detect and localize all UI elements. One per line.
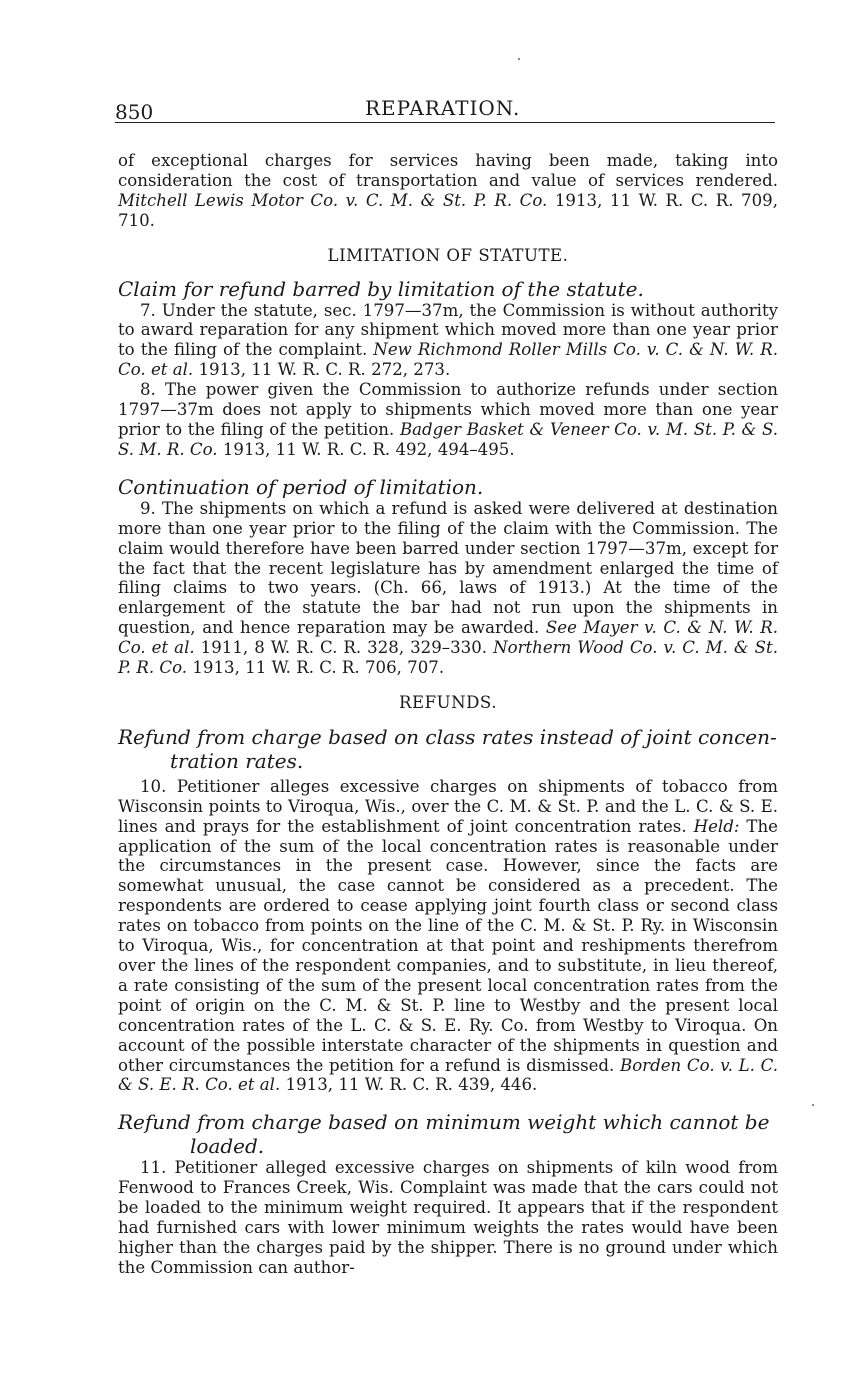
section-heading-limitation: LIMITATION OF STATUTE. bbox=[327, 245, 569, 265]
case-citation: New Richmond Roller Mills Co. v. C. & N. W. R. Co. et al. bbox=[118, 340, 778, 380]
case-citation: Borden Co. v. L. C. & S. E. R. Co. et al. bbox=[118, 1055, 778, 1095]
topic-heading: Refund from charge based on minimum weight which cannot be loaded. bbox=[118, 1110, 770, 1159]
topic-heading: Claim for refund barred by limitation of the statute. bbox=[118, 276, 644, 301]
case-citation: Mitchell Lewis Motor Co. v. C. M. & St. P. R. Co. bbox=[118, 190, 548, 210]
paragraph-10: 10. Petitioner alleges excessive charges on shipments of tobacco from Wisconsin points to Viroqua, Wis., over the C. M. & St. P. and the L. C. & S. E. lines and prays for the establishment of joint concentration rates. Held: The application of the sum of the local concentration rates is reasonable under the circumstances in the present case. However, since the facts are somewhat unusual, the case cannot be considered as a precedent. The respondents are ordered to cease applying joint fourth class or second class rates on tobacco from points on the line of the C. M. & St. P. Ry. in Wisconsin to Viroqua, Wis., for concentration at that point and reshipments therefrom over the lines of the respondent companies, and to substitute, in lieu thereof, a rate consisting of the sum of the present local concentration rates from the point of origin on the C. M. & St. P. line to Westby and the present local concentration rates of the L. C. & S. E. Ry. Co. from Westby to Viroqua. On account of the possible interstate character of the shipments in question and other circumstances the petition for a refund is dismissed. Borden Co. v. L. C. & S. E. R. Co. et al. 1913, 11 W. R. C. R. 439, 446. bbox=[118, 776, 778, 1095]
paragraph-7: 7. Under the statute, sec. 1797—37m, the Commission is without authority to award reparation for any shipment which moved more than one year prior to the filing of the complaint. New Richmond Roller Mills Co. v. C. & N. W. R. Co. et al. 1913, 11 W. R. C. R. 272, 273. bbox=[118, 300, 778, 380]
held-label: Held: bbox=[693, 816, 740, 836]
case-citation: See Mayer v. C. & N. W. R. Co. et al. bbox=[118, 618, 778, 658]
topic-heading: Refund from charge based on class rates instead of joint concen- tration rates. bbox=[118, 724, 777, 773]
case-citation: Badger Basket & Veneer Co. v. M. St. P. & S. S. M. R. Co. bbox=[118, 419, 778, 459]
print-speck bbox=[812, 1104, 814, 1106]
header-rule bbox=[115, 122, 775, 123]
page-number: 850 bbox=[115, 100, 154, 124]
running-title: REPARATION. bbox=[365, 96, 521, 120]
paragraph-8: 8. The power given the Commission to authorize refunds under section 1797—37m does not apply to shipments which moved more than one year prior to the filing of the petition. Badger Basket & Veneer Co. v. M. St. P. & S. S. M. R. Co. 1913, 11 W. R. C. R. 492, 494–495. bbox=[118, 380, 778, 459]
section-heading-refunds: REFUNDS. bbox=[399, 692, 497, 712]
case-citation: Northern Wood Co. v. C. M. & St. P. R. Co. bbox=[118, 638, 778, 678]
paragraph-11: 11. Petitioner alleged excessive charges on shipments of kiln wood from Fenwood to Frances Creek, Wis. Complaint was made that the cars could not be loaded to the minimum weight required. It appears that if the respondent had furnished cars with lower minimum weights the rates would have been higher than the charges paid by the shipper. There is no ground under which the Commission can author- bbox=[118, 1158, 778, 1277]
page-body bbox=[118, 151, 778, 1278]
print-speck bbox=[518, 58, 520, 60]
paragraph-9: 9. The shipments on which a refund is asked were delivered at destination more than one year prior to the filing of the claim with the Commission. The claim would therefore have been barred under section 1797—37m, except for the fact that the recent legislature has by amendment enlarged the time of filing claims to two years. (Ch. 66, laws of 1913.) At the time of the enlargement of the statute the bar had not run upon the shipments in question, and hence reparation may be awarded. See Mayer v. C. & N. W. R. Co. et al. 1911, 8 W. R. C. R. 328, 329–330. Northern Wood Co. v. C. M. & St. P. R. Co. 1913, 11 W. R. C. R. 706, 707. bbox=[118, 498, 778, 678]
intro-paragraph: of exceptional charges for services having been made, taking into consideration the cost of transportation and value of services rendered. Mitchell Lewis Motor Co. v. C. M. & St. P. R. Co. 1913, 11 W. R. C. R. 709, 710. bbox=[118, 151, 778, 230]
topic-heading: Continuation of period of limitation. bbox=[118, 474, 484, 499]
